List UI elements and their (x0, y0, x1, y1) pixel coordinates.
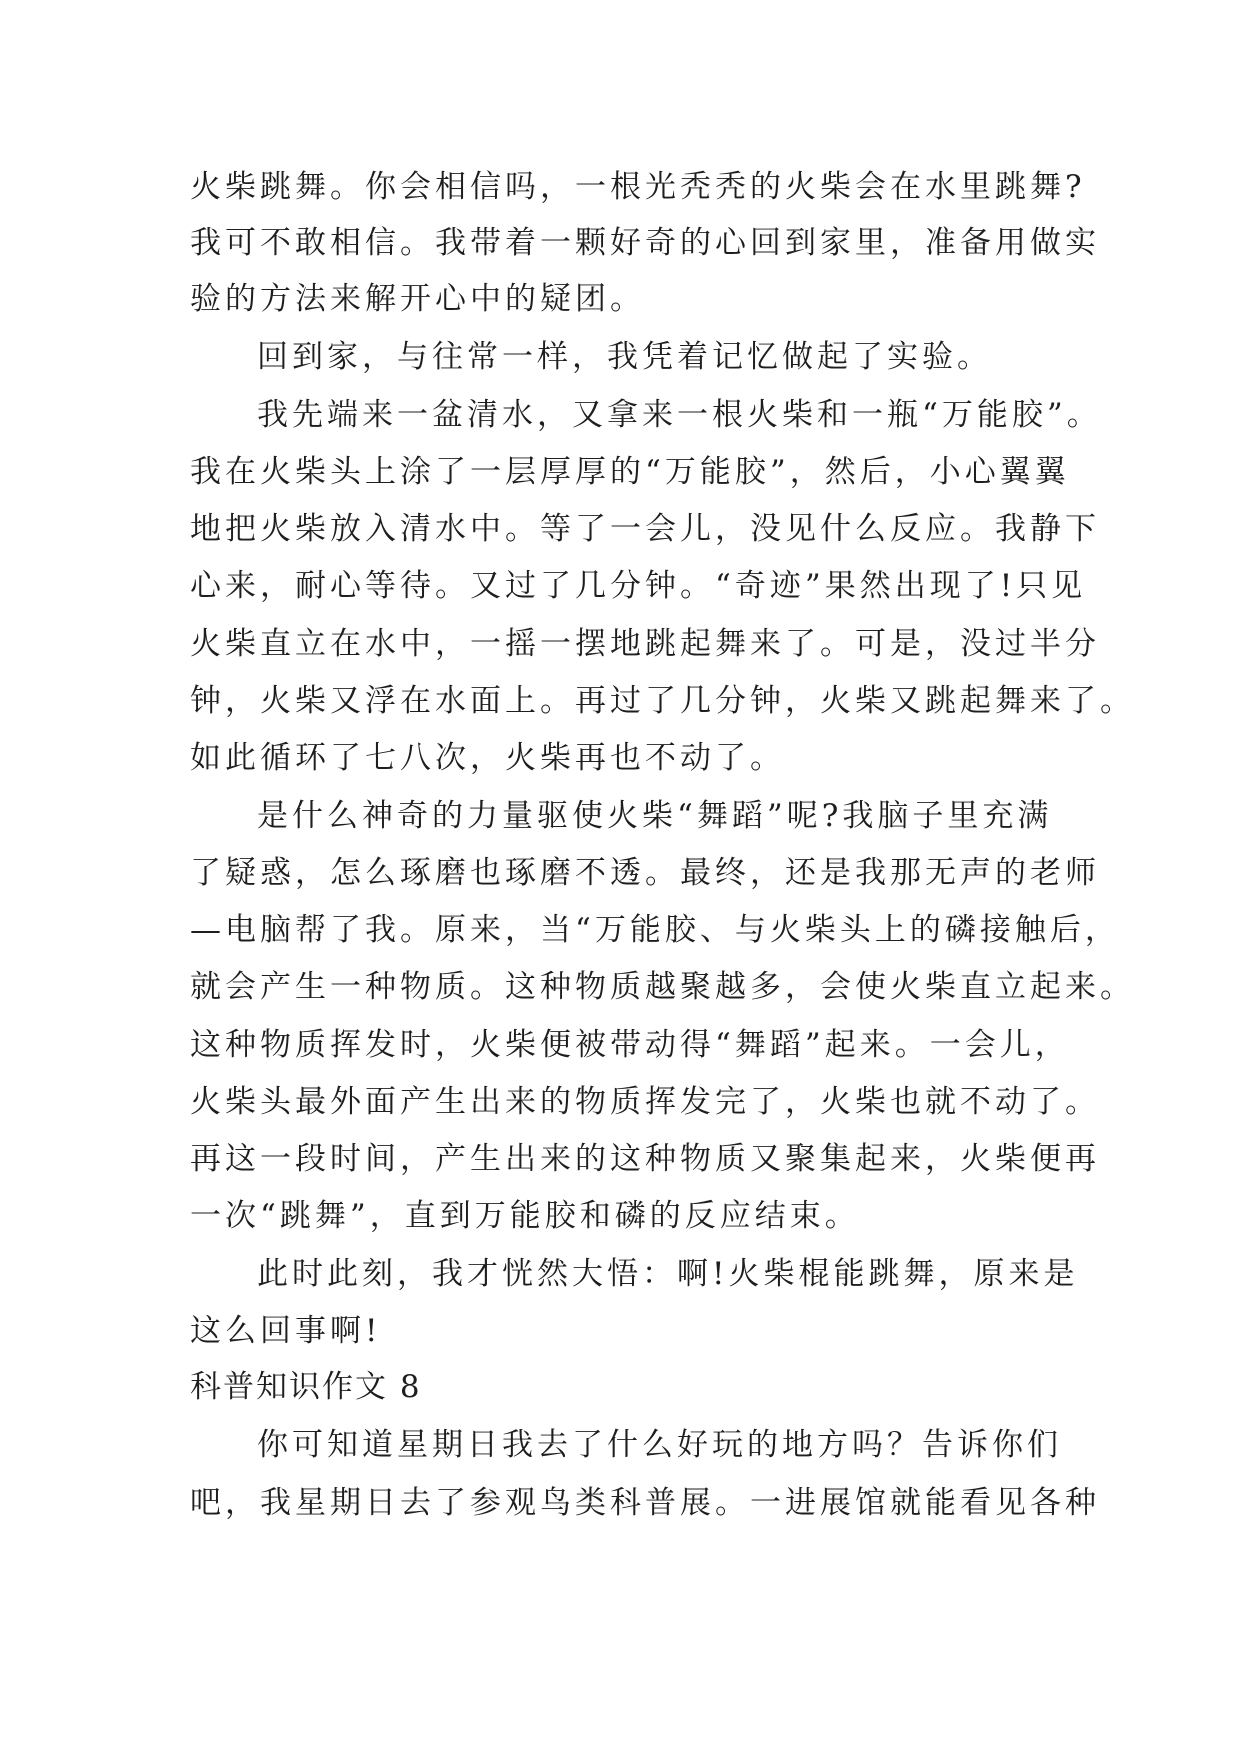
paragraph-line: 火柴头最外面产生出来的物质挥发完了，火柴也就不动了。 (190, 1084, 1100, 1120)
paragraph-line: 这种物质挥发时，火柴便被带动得“舞蹈”起来。一会儿， (190, 1027, 1070, 1063)
paragraph-line: 你可知道星期日我去了什么好玩的地方吗？告诉你们 (257, 1427, 1062, 1463)
paragraph-line: 这么回事啊! (190, 1313, 382, 1349)
paragraph-line: 如此循环了七八次，火柴再也不动了。 (190, 740, 785, 776)
paragraph-line: 我先端来一盆清水，又拿来一根火柴和一瓶“万能胶”。 (257, 397, 1102, 433)
paragraph-line: 回到家，与往常一样，我凭着记忆做起了实验。 (257, 339, 992, 375)
paragraph-line: 了疑惑，怎么琢磨也琢磨不透。最终，还是我那无声的老师 (190, 855, 1100, 891)
section-heading: 科普知识作文 8 (190, 1369, 422, 1405)
paragraph-line: 我在火柴头上涂了一层厚厚的“万能胶”，然后，小心翼翼 (190, 454, 1070, 490)
paragraph-line: 一次“跳舞”，直到万能胶和磷的反应结束。 (190, 1198, 860, 1234)
paragraph-line: 心来，耐心等待。又过了几分钟。“奇迹”果然出现了!只见 (190, 568, 1087, 604)
paragraph-line: 地把火柴放入清水中。等了一会儿，没见什么反应。我静下 (190, 511, 1100, 547)
paragraph-line: 再这一段时间，产生出来的这种物质又聚集起来，火柴便再 (190, 1141, 1100, 1177)
paragraph-line: 火柴跳舞。你会相信吗，一根光秃秃的火柴会在水里跳舞? (190, 169, 1086, 205)
paragraph-line: 吧，我星期日去了参观鸟类科普展。一进展馆就能看见各种 (190, 1485, 1100, 1521)
paragraph-line: 验的方法来解开心中的疑团。 (190, 281, 645, 317)
paragraph-line: 钟，火柴又浮在水面上。再过了几分钟，火柴又跳起舞来了。 (190, 683, 1135, 719)
paragraph-line: 是什么神奇的力量驱使火柴“舞蹈”呢?我脑子里充满 (257, 798, 1053, 834)
paragraph-line: 此时此刻，我才恍然大悟：啊!火柴棍能跳舞，原来是 (257, 1256, 1079, 1292)
paragraph-line: 火柴直立在水中，一摇一摆地跳起舞来了。可是，没过半分 (190, 626, 1100, 662)
paragraph-line: 就会产生一种物质。这种物质越聚越多，会使火柴直立起来。 (190, 969, 1135, 1005)
paragraph-line: —电脑帮了我。原来，当“万能胶、与火柴头上的磷接触后， (190, 912, 1120, 948)
paragraph-line: 我可不敢相信。我带着一颗好奇的心回到家里，准备用做实 (190, 225, 1100, 261)
